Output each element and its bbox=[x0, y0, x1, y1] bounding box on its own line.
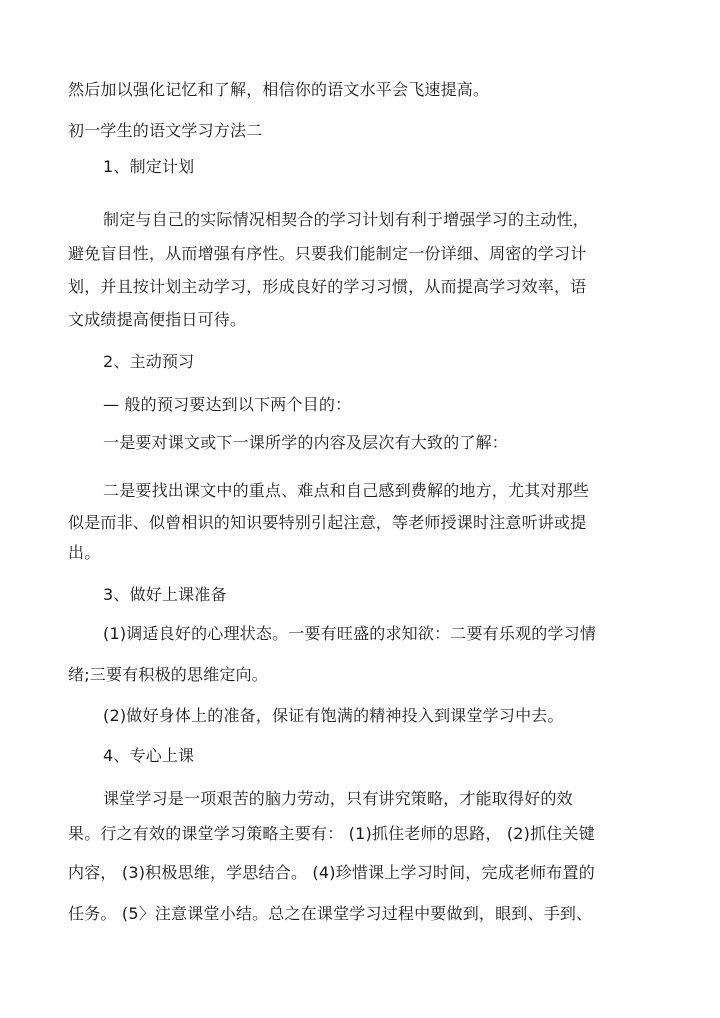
text-line-19: 课堂学习是一项艰苦的脑力劳动，只有讲究策略，才能取得好的效 bbox=[103, 789, 573, 808]
text-line-9: — 般的预习要达到以下两个目的： bbox=[103, 395, 352, 414]
heading-2: 2、主动预习 bbox=[103, 352, 195, 371]
text-line-16: 绪;三要有积极的思维定向。 bbox=[68, 665, 268, 684]
text-line-7: 文成绩提高便指日可待。 bbox=[68, 310, 247, 329]
heading-1: 1、制定计划 bbox=[103, 157, 195, 176]
text-line-11: 二是要找出课文中的重点、难点和自己感到费解的地方，尤其对那些 bbox=[103, 481, 590, 500]
text-line-4: 制定与自己的实际情况相契合的学习计划有利于增强学习的主动性， bbox=[103, 210, 590, 229]
text-line-22: 任务。 (5〉注意课堂小结。总之在课堂学习过程中要做到，眼到、手到、 bbox=[68, 904, 593, 923]
text-line-10: 一是要对课文或下一课所学的内容及层次有大致的了解： bbox=[103, 433, 509, 452]
text-line-17: (2)做好身体上的准备，保证有饱满的精神投入到课堂学习中去。 bbox=[103, 706, 564, 725]
text-line-5: 避免盲目性，从而增强有序性。只要我们能制定一份详细、周密的学习计 bbox=[68, 244, 587, 263]
text-line-15: (1)调适良好的心理状态。一要有旺盛的求知欲：二要有乐观的学习情 bbox=[103, 624, 597, 643]
text-line-21: 内容， (3)积极思维，学思结合。 (4)珍惜课上学习时间，完成老师布置的 bbox=[68, 863, 595, 882]
text-line-1: 然后加以强化记忆和了解，相信你的语文水平会飞速提高。 bbox=[68, 80, 490, 99]
heading-4: 4、专心上课 bbox=[103, 746, 195, 765]
text-line-13: 出。 bbox=[68, 543, 101, 562]
text-line-20: 果。行之有效的课堂学习策略主要有： (1)抓住老师的思路， (2)抓住关键 bbox=[68, 824, 595, 843]
text-line-12: 似是而非、似曾相识的知识要特别引起注意，等老师授课时注意听讲或提 bbox=[68, 513, 587, 532]
heading-3: 3、做好上课准备 bbox=[103, 585, 227, 604]
text-line-6: 划，并且按计划主动学习，形成良好的学习习惯，从而提高学习效率，语 bbox=[68, 277, 587, 296]
section-title: 初一学生的语文学习方法二 bbox=[68, 121, 263, 140]
